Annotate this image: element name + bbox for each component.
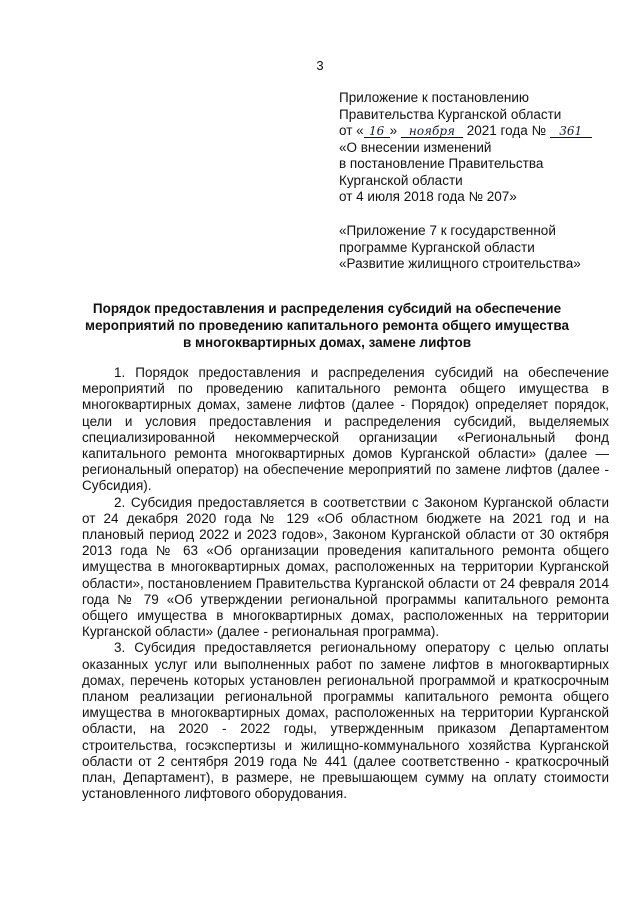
paragraph-2: 2. Субсидия предоставляется в соответствии с Законом Курганской области от 24 декабря 2020 года № 129 «Об областном бюджете на 2021 год и на плановый период 2022 и 2023 годов», Законом Курганской области от 30 октября 2013 года № 63 «Об организации проведения капитального ремонта общего имущества в многоквартирных домах, расположенных на территории Курганской области», постановлением Правительства Курганской области от 24 февраля 2014 года № 79 «Об утверждении региональной программы капитального ремонта общего имущества в многоквартирных домах, расположенных на территории Курганской области» (далее - региональная программа). [82, 494, 609, 640]
annex2-line-1: «Приложение 7 к государственной [339, 223, 556, 238]
page-number: 3 [316, 58, 324, 73]
annex2-line-3: «Развитие жилищного строительства» [339, 256, 581, 271]
document-title: Порядок предоставления и распределения субсидий на обеспечение мероприятий по проведению капитального ремонта общего имущества в многоквартирных домах, замене лифтов [85, 301, 569, 350]
handwritten-doc-number: 361 [550, 125, 592, 138]
document-body [82, 365, 609, 802]
date-year: 2021 года № [466, 123, 546, 138]
annex-program-reference [339, 223, 629, 273]
paragraph-1: 1. Порядок предоставления и распределения субсидий на обеспечение мероприятий по проведению капитального ремонта общего имущества в многоквартирных домах, замене лифтов (далее - Порядок) определяет порядок, цели и условия предоставления и распределения субсидий, выделяемых специализированной некоммерческой организации «Региональный фонд капитального ремонта многоквартирных домов Курганской области» (далее — региональный оператор) на обеспечение мероприятий по замене лифтов (далее - Субсидия). [82, 365, 609, 494]
annex-line-5: в постановление Правительства [339, 156, 544, 171]
annex2-line-2: программе Курганской области [339, 239, 535, 255]
annex-line-6: Курганской области [339, 172, 463, 188]
annex-line-7: от 4 июля 2018 года № 207» [339, 189, 517, 204]
date-mid: » [389, 123, 398, 138]
date-prefix: от « [339, 123, 364, 138]
handwritten-day: 16 [364, 125, 390, 138]
annex-header [339, 90, 629, 206]
paragraph-3: 3. Субсидия предоставляется региональному оператору с целью оплаты оказанных услуг или выполненных работ по замене лифтов в многоквартирных домах, перечень которых установлен региональной программой и краткосрочным планом реализации региональной программы капитального ремонта общего имущества в многоквартирных домах, расположенных на территории Курганской области, на 2020 - 2022 годы, утвержденным приказом Департаментом строительства, госэкспертизы и жилищно-коммунального хозяйства Курганской области от 2 сентября 2019 года № 441 (далее соответственно - краткосрочный план, Департамент), в размере, не превышающем сумму на оплату стоимости установленного лифтового оборудования. [82, 640, 609, 802]
annex-line-4: «О внесении изменений [339, 139, 492, 155]
annex-line-1: Приложение к постановлению [339, 90, 530, 105]
annex-date-line [339, 123, 629, 140]
annex-line-2: Правительства Курганской области [339, 106, 562, 122]
handwritten-month: ноября [401, 125, 463, 138]
